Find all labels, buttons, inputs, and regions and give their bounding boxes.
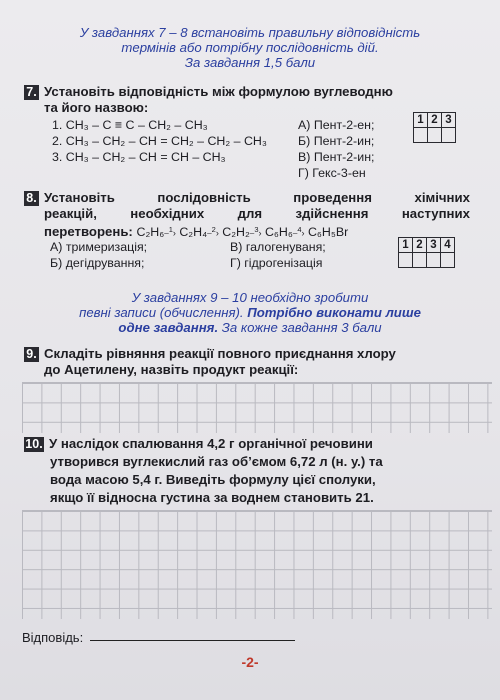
chain-arrow-4: ⎯$^4$›	[292, 225, 305, 238]
chain-step-3: 3	[254, 225, 259, 234]
chain-step-1: 1	[168, 225, 173, 234]
q8-answer-header-1: 1	[399, 238, 413, 253]
q8-number: 8.	[24, 191, 39, 206]
answer-line[interactable]	[90, 640, 295, 641]
q8-answer-cell-3[interactable]	[427, 253, 441, 268]
chain-step-4: 4	[297, 225, 302, 234]
q8-option-d: Г) гідрогенізація	[230, 256, 323, 270]
q10-line3: вода масою 5,4 г. Виведіть формулу цієї сполуки,	[50, 472, 376, 487]
q7-answer-header-1: 1	[414, 113, 428, 128]
q7-answer-header-3: 3	[442, 113, 456, 128]
q8-word-3: проведення	[293, 190, 372, 205]
q10-line4: якщо її відносна густина за воднем становить 21.	[50, 490, 374, 505]
q7-name-b: Б) Пент-2-ин;	[298, 134, 375, 148]
q9-number: 9.	[24, 347, 39, 362]
instruction-mid-line2-plain: певні записи (обчислення).	[79, 305, 248, 320]
q10-answer-grid[interactable]	[22, 510, 492, 619]
chain-species-2: C₂H₄	[179, 225, 208, 239]
q8-line3	[44, 222, 348, 241]
q10-line1-wrap	[24, 436, 373, 452]
q8-answer-cell-4[interactable]	[441, 253, 455, 268]
instruction-mid-line3-bold: одне завдання.	[118, 320, 219, 335]
q7-title	[24, 84, 393, 100]
instruction-mid-line3-plain: За кожне завдання 3 бали	[218, 320, 382, 335]
q8-option-a: А) тримеризація;	[50, 240, 148, 254]
q8-line3-label: перетворень:	[44, 224, 133, 239]
q8-word-9: наступних	[401, 206, 470, 221]
chain-arrow-1: ⎯$^1$›	[164, 225, 176, 238]
chain-species-1: C₂H₆	[136, 225, 165, 239]
chain-step-2: 2	[211, 225, 216, 234]
q8-option-c: В) галогенуваня;	[230, 240, 326, 254]
q8-answer-header-2: 2	[413, 238, 427, 253]
q7-answer-cell-1[interactable]	[414, 128, 428, 143]
q8-answer-cell-2[interactable]	[413, 253, 427, 268]
instruction-top-line2: термінів або потрібну послідовність дій.	[121, 40, 379, 55]
q8-answer-cell-1[interactable]	[399, 253, 413, 268]
chain-arrow-2: ⎯$^2$›	[207, 225, 219, 238]
q8-line1	[24, 190, 470, 206]
chain-arrow-3: ⎯$^3$›	[249, 225, 262, 238]
q10-line1: У наслідок спалювання 4,2 г органічної речовини	[49, 436, 373, 451]
q8-answer-table	[398, 237, 455, 268]
q8-chain	[137, 225, 349, 239]
q8-word-6: необхідних	[130, 206, 205, 221]
instruction-mid-line3	[0, 320, 500, 335]
instruction-top-line3: За завдання 1,5 бали	[184, 55, 316, 70]
q7-title-line1: Установіть відповідність між формулою вуглеводню	[44, 84, 393, 99]
q10-line2: утворився вуглекислий газ об’ємом 6,72 л (н. у.) та	[50, 454, 383, 469]
instruction-top-line1: У завданнях 7 – 8 встановіть правильну відповідність	[79, 25, 421, 40]
q7-answer-table	[413, 112, 456, 143]
instruction-mid-line2	[0, 305, 500, 320]
q9-answer-grid[interactable]	[22, 382, 492, 433]
q7-formula-1: 1. CH₃ – C ≡ C – CH₂ – CH₃	[52, 118, 208, 132]
q9-line2: до Ацетилену, назвіть продукт реакції:	[44, 362, 299, 377]
q9-line1: Складіть рівняння реакції повного приєднання хлору	[44, 346, 396, 361]
q7-name-d: Г) Гекс-3-ен	[298, 166, 366, 180]
q7-answer-header-2: 2	[428, 113, 442, 128]
q7-answer-cell-2[interactable]	[428, 128, 442, 143]
q8-word-1: Установіть	[44, 190, 115, 205]
chain-species-5: C₆H₅Br	[307, 225, 349, 239]
chain-species-3: C₂H₂	[222, 225, 250, 239]
q8-word-7: для	[237, 206, 263, 221]
q8-word-8: здійснення	[295, 206, 369, 221]
q8-answer-header-4: 4	[441, 238, 455, 253]
q7-number: 7.	[24, 85, 39, 100]
q8-answer-header-3: 3	[427, 238, 441, 253]
q7-formula-2: 2. CH₃ – CH₂ – CH = CH₂ – CH₂ – CH₃	[52, 134, 267, 148]
q8-word-2: послідовність	[157, 190, 251, 205]
q7-name-a: А) Пент-2-ен;	[298, 118, 375, 132]
instruction-mid-line1: У завданнях 9 – 10 необхідно зробити	[131, 290, 369, 305]
q8-option-b: Б) дегідрування;	[50, 256, 145, 270]
page-number: -2-	[241, 654, 259, 670]
chain-species-4: C₆H₆	[264, 225, 293, 239]
instruction-mid	[0, 290, 500, 335]
q8-word-4: хімічних	[414, 190, 470, 205]
instruction-top	[0, 25, 500, 70]
answer-label: Відповідь:	[22, 630, 84, 645]
q7-answer-cell-3[interactable]	[442, 128, 456, 143]
instruction-mid-line2-bold: Потрібно виконати лише	[247, 305, 421, 320]
q8-word-5: реакцій,	[44, 206, 97, 221]
q7-formula-3: 3. CH₃ – CH₂ – CH = CH – CH₃	[52, 150, 226, 164]
q8-line2	[44, 206, 470, 221]
q10-number: 10.	[25, 437, 43, 451]
q7-name-c: В) Пент-2-ин;	[298, 150, 375, 164]
q7-title-line2: та його назвою:	[44, 100, 149, 115]
q9-title	[24, 346, 396, 362]
